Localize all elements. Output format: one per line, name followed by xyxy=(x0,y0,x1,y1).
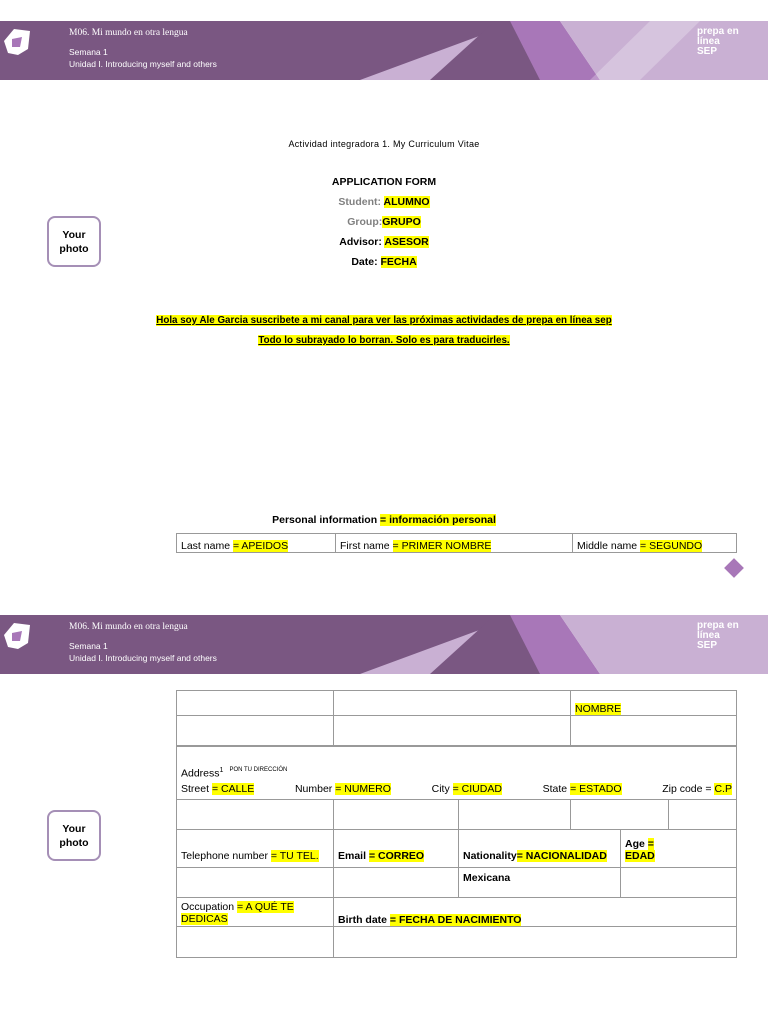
address-hint: PON TU DIRECCIÓN xyxy=(229,766,288,773)
prepa-logo-icon-2 xyxy=(0,615,90,659)
note-line-1 xyxy=(0,315,768,326)
address-cell xyxy=(177,746,737,800)
week-unit-2 xyxy=(69,640,217,664)
occupation-table xyxy=(176,897,737,958)
your-photo-box-2 xyxy=(47,810,101,861)
middle-name-value: = SEGUNDO xyxy=(640,540,703,552)
student-line xyxy=(0,196,768,208)
note-2-text: Todo lo subrayado lo borran. Solo es para traducirles. xyxy=(258,335,510,346)
page-corner-diamond xyxy=(724,558,744,578)
birth-date-cell[interactable] xyxy=(334,898,737,927)
date-line xyxy=(0,256,768,268)
email-value: = CORREO xyxy=(368,850,425,862)
photo-label: Your photo xyxy=(59,228,89,255)
date-label: Date: xyxy=(351,256,381,268)
unit-label-2: Unidad I. Introducing myself and others xyxy=(69,653,217,663)
student-label: Student: xyxy=(338,196,384,208)
occupation-value-2: DEDICAS xyxy=(181,913,228,925)
number-answer[interactable] xyxy=(334,800,459,830)
birth-date-value: = FECHA DE NACIMIENTO xyxy=(389,914,522,926)
course-title-2: M06. Mi mundo en otra lengua xyxy=(69,622,188,632)
personal-info-heading xyxy=(0,514,768,526)
age-value-1: = xyxy=(647,838,654,850)
occupation-value-1: = A QUÉ TE xyxy=(237,901,294,913)
first-name-value: = PRIMER NOMBRE xyxy=(392,540,492,552)
group-label: Group: xyxy=(347,216,383,228)
nationality-cell[interactable] xyxy=(459,830,621,868)
zip-value: C.P xyxy=(714,783,732,795)
group-line xyxy=(0,216,768,228)
logo2-line-3: SEP xyxy=(697,640,718,651)
week-label: Semana 1 xyxy=(69,47,108,57)
address-answers xyxy=(176,799,737,830)
age-answer[interactable] xyxy=(621,868,737,898)
street-label: Street xyxy=(181,783,212,795)
last-name-label: Last name xyxy=(181,540,233,552)
address-sup: 1 xyxy=(219,766,224,774)
advisor-value: ASESOR xyxy=(384,236,429,248)
city-answer[interactable] xyxy=(459,800,571,830)
logo2-line-2: línea xyxy=(697,630,720,641)
logo2-line-1: prepa en xyxy=(697,620,739,631)
state-label: State xyxy=(542,783,571,795)
number-value: = NUMERO xyxy=(335,783,391,795)
logo-text-2 xyxy=(697,621,739,651)
middle-name-label: Middle name xyxy=(577,540,641,552)
contact-table xyxy=(176,829,737,868)
email-answer[interactable] xyxy=(334,868,459,898)
date-value: FECHA xyxy=(380,256,417,268)
cell-r2-c3[interactable] xyxy=(571,716,737,747)
header-banner xyxy=(0,21,768,80)
age-cell[interactable] xyxy=(621,830,737,868)
name-table xyxy=(176,533,737,553)
number-label: Number xyxy=(294,783,336,795)
city-label: City xyxy=(431,783,453,795)
prepa-logo-icon xyxy=(0,21,90,65)
nationality-label: Nationality xyxy=(463,850,517,862)
form-title: APPLICATION FORM xyxy=(331,176,437,188)
logo-line-3: SEP xyxy=(697,46,718,57)
zip-answer[interactable] xyxy=(669,800,737,830)
state-field[interactable] xyxy=(543,783,622,795)
birth-date-label: Birth date xyxy=(338,914,390,926)
cell-r2-c2[interactable] xyxy=(334,716,571,747)
cv-table-top xyxy=(176,690,737,747)
cell-r1-c1[interactable] xyxy=(177,691,334,716)
logo-text xyxy=(697,27,739,57)
telephone-label: Telephone number xyxy=(181,850,271,862)
personal-info-value: = información personal xyxy=(380,514,496,526)
street-field[interactable] xyxy=(181,783,254,795)
unit-label: Unidad I. Introducing myself and others xyxy=(69,59,217,69)
zip-field[interactable] xyxy=(662,783,732,795)
course-title: M06. Mi mundo en otra lengua xyxy=(69,28,188,38)
zip-label: Zip code = xyxy=(662,783,715,795)
address-heading xyxy=(181,767,732,780)
nombre-value: NOMBRE xyxy=(575,703,622,715)
email-label: Email xyxy=(338,850,369,862)
occupation-cell[interactable] xyxy=(177,898,334,927)
address-table xyxy=(176,745,737,800)
contact-answers xyxy=(176,867,737,898)
occupation-label: Occupation xyxy=(181,901,238,913)
note-1-text: Hola soy Ale Garcia suscribete a mi canal para ver las próximas actividades de prepa en línea sep xyxy=(156,315,612,326)
telephone-cell[interactable] xyxy=(177,830,334,868)
advisor-line xyxy=(0,236,768,248)
age-value-2: EDAD xyxy=(625,850,655,862)
telephone-value: = TU TEL. xyxy=(270,850,319,862)
cell-r2-c1[interactable] xyxy=(177,716,334,747)
header-banner-2 xyxy=(0,615,768,674)
personal-info-label: Personal information xyxy=(272,514,381,526)
activity-title: Actividad integradora 1. My Curriculum Vitae xyxy=(288,139,480,149)
state-value: = ESTADO xyxy=(570,783,622,795)
nationality-answer[interactable]: Mexicana xyxy=(459,868,621,898)
street-value: = CALLE xyxy=(211,783,255,795)
occupation-line-1 xyxy=(181,901,329,913)
email-cell[interactable] xyxy=(334,830,459,868)
middle-name-cell[interactable] xyxy=(573,534,737,553)
week-label-2: Semana 1 xyxy=(69,641,108,651)
nationality-value: = NACIONALIDAD xyxy=(516,850,607,862)
week-unit xyxy=(69,46,217,70)
logo-line-2: línea xyxy=(697,36,720,47)
occupation-line-2 xyxy=(181,913,329,925)
photo-label-2: Your photo xyxy=(59,822,89,849)
cell-r1-c2[interactable] xyxy=(334,691,571,716)
nombre-cell[interactable] xyxy=(571,691,737,716)
last-name-value: = APEIDOS xyxy=(232,540,289,552)
telephone-answer[interactable] xyxy=(177,868,334,898)
address-label: Address xyxy=(181,767,220,779)
state-answer[interactable] xyxy=(571,800,669,830)
number-field[interactable] xyxy=(295,783,391,795)
occupation-answer[interactable] xyxy=(177,927,334,958)
age-line-1 xyxy=(625,838,732,850)
student-value: ALUMNO xyxy=(383,196,430,208)
first-name-cell[interactable] xyxy=(336,534,573,553)
group-value: GRUPO xyxy=(382,216,421,228)
last-name-cell[interactable] xyxy=(177,534,336,553)
note-line-2 xyxy=(0,335,768,346)
age-label: Age xyxy=(625,838,648,850)
first-name-label: First name xyxy=(340,540,393,552)
advisor-label: Advisor: xyxy=(339,236,385,248)
street-answer[interactable] xyxy=(177,800,334,830)
address-fields xyxy=(181,783,732,795)
birth-date-answer[interactable] xyxy=(334,927,737,958)
logo-line-1: prepa en xyxy=(697,26,739,37)
age-line-2 xyxy=(625,850,732,862)
city-field[interactable] xyxy=(432,783,502,795)
city-value: = CIUDAD xyxy=(452,783,502,795)
